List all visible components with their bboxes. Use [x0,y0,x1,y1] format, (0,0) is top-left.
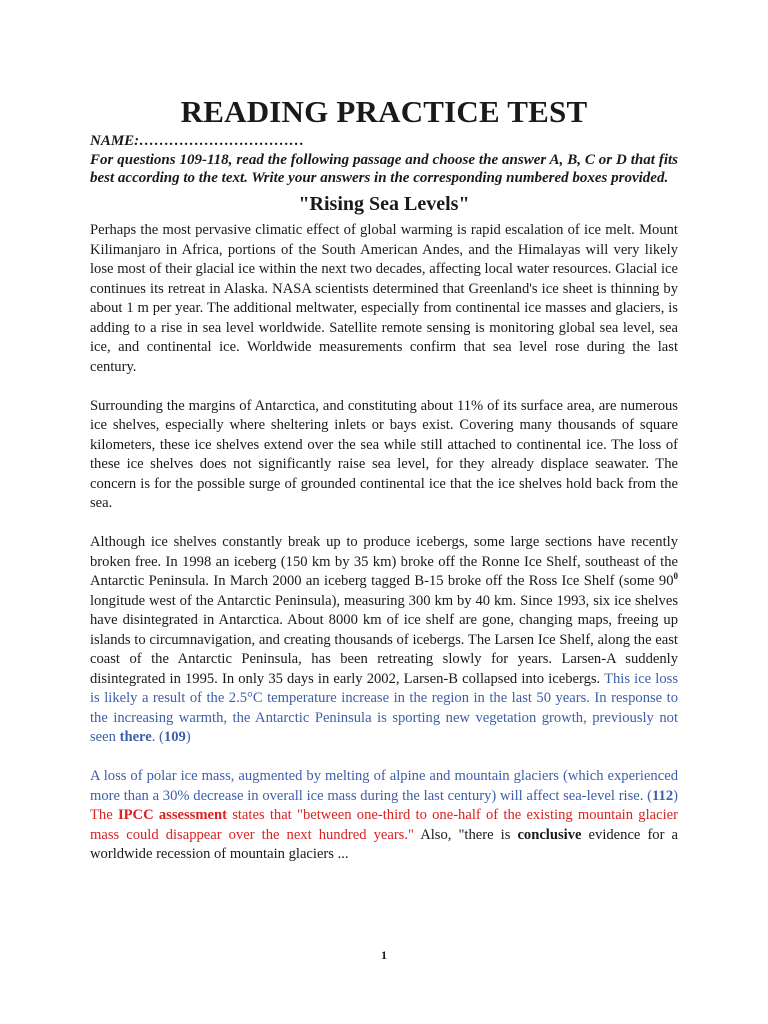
question-number-112: 112 [652,787,674,804]
question-number-109: 109 [163,729,186,745]
keyword-conclusive: conclusive [517,826,582,843]
paragraph-4-tail-b: evidence for a worldwide recession of mountain glaciers ... [90,826,678,862]
paragraph-4-quote: states that "between one-third to one-half of the existing mountain glacier mass could disappear over the next hundred years." [90,807,678,843]
paragraph-3-blue-text: This ice loss is likely a result of the 2.5°C temperature increase in the region in the last 50 years. In response to the increasing warmth, the Antarctic Peninsula is sporting new vegetation growth, previously not seen [90,670,679,745]
paragraph-4-highlight [90,768,678,804]
paragraph-2: Surrounding the margins of Antarctica, and constituting about 11% of its surface area, are numerous ice shelves, especially where sheltering inlets or bays exist. Covering many thousands of square kilometers, these ice shelves extend over the sea while still attached to continental ice. The loss of these ice shelves does not significantly raise sea level, for they already displace seawater. The concern is for the possible surge of grounded continental ice that the ice shelves hold back from the sea. [90,397,678,511]
paragraph-4-tail-a: Also, "there is [413,826,518,843]
paragraph-3-punct: . ( [151,729,164,745]
keyword-there: there [119,729,152,745]
paragraph-4 [90,767,678,865]
paragraph-4-close-paren: ) [673,787,678,804]
document-title: READING PRACTICE TEST [180,94,588,129]
paragraph-3-text-a: Although ice shelves constantly break up to produce icebergs, some large sections have recently broken free. In 1998 an iceberg (150 km by 35 km) broke off the Ronne Ice Shelf, southeast of the Antarctic Peninsula. In March 2000 an iceberg tagged B-15 broke off the Ross Ice Shelf (some 90 [90,534,678,589]
instructions-text: For questions 109-118, read the following passage and choose the answer A, B, C or D that fits best according to the text. Write your answers in the corresponding numbered boxes provided. [90,152,678,186]
passage-title: "Rising Sea Levels" [298,193,470,215]
paragraph-3-text-b: longitude west of the Antarctic Peninsula), measuring 300 km by 40 km. Since 1993, six ice shelves have disintegrated in Antarctica. About 8000 km of ice shelf are gone, changing maps, freeing up islands to circumnavigation, and creating thousands of icebergs. The Larsen Ice Shelf, along the east coast of the Antarctic Peninsula, has been retreating slowly for years. Larsen-A suddenly disintegrated in 1995. In only 35 days in early 2002, Larsen-B collapsed into icebergs. [90,592,678,687]
paragraph-4-blue-text: A loss of polar ice mass, augmented by melting of alpine and mountain glaciers (which experienced more than a 30% decrease in overall ice mass during the last century) will affect sea-level rise. ( [90,768,678,804]
degree-superscript: 0 [673,571,678,582]
keyword-ipcc-assessment: IPCC assessment [117,807,227,823]
paragraph-3 [90,533,678,748]
paragraph-4-the: The [90,807,118,823]
name-field-line: NAME:…………………………… [90,133,305,149]
document-page [90,0,678,884]
page-number: 1 [381,948,387,962]
paragraph-3-close-paren: ) [185,729,191,745]
paragraph-1: Perhaps the most pervasive climatic effect of global warming is rapid escalation of ice melt. Mount Kilimanjaro in Africa, portions of the South American Andes, and the Himalayas will very likely lose most of their glacial ice within the next two decades, affecting local water resources. Glacial ice continues its retreat in Alaska. NASA scientists determined that Greenland's ice sheet is thinning by about 1 m per year. The additional meltwater, especially from continental ice masses and glaciers, is adding to a rise in sea level worldwide. Satellite remote sensing is monitoring global sea level, sea ice, and continental ice. Worldwide measurements confirm that sea level rose during the last century. [90,222,678,375]
